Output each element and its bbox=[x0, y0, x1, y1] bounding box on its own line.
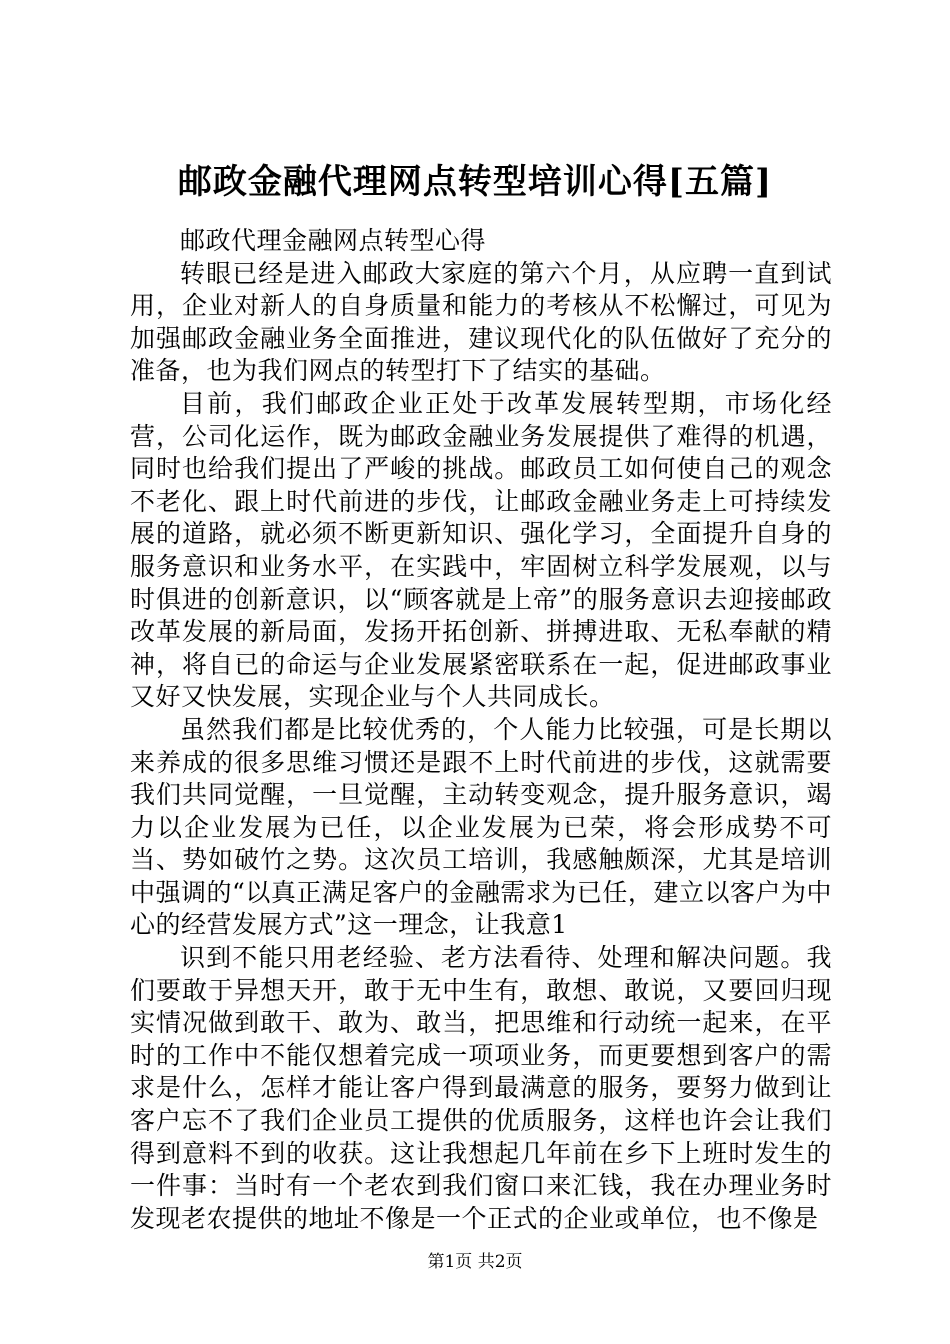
paragraph: 转眼已经是进入邮政大家庭的第六个月，从应聘一直到试用，企业对新人的自身质量和能力的考核从不松懈过，可见为加强邮政金融业务全面推进，建议现代化的队伍做好了充分的准备，也为我们网点的转型打下了结实的基础。 bbox=[130, 258, 832, 386]
paragraph: 虽然我们都是比较优秀的，个人能力比较强，可是长期以来养成的很多思维习惯还是跟不上时代前进的步伐，这就需要我们共同觉醒，一旦觉醒，主动转变观念，提升服务意识，竭力以企业发展为已任，以企业发展为已荣，将会形成势不可当、势如破竹之势。这次员工培训，我感触颇深，尤其是培训中强调的“以真正满足客户的金融需求为已任，建立以客户为中心的经营发展方式”这一理念，让我意1 bbox=[130, 714, 832, 940]
paragraph: 目前，我们邮政企业正处于改革发展转型期，市场化经营，公司化运作，既为邮政金融业务发展提供了难得的机遇，同时也给我们提出了严峻的挑战。邮政员工如何使自己的观念不老化、跟上时代前进的步伐，让邮政金融业务走上可持续发展的道路，就必须不断更新知识、强化学习，全面提升自身的服务意识和业务水平，在实践中，牢固树立科学发展观，以与时俱进的创新意识，以“顾客就是上帝”的服务意识去迎接邮政改革发展的新局面，发扬开拓创新、拼搏进取、无私奉献的精神，将自已的命运与企业发展紧密联系在一起，促进邮政事业又好又快发展，实现企业与个人共同成长。 bbox=[130, 388, 832, 712]
document-title: 邮政金融代理网点转型培训心得[五篇] bbox=[177, 162, 773, 202]
document-body bbox=[130, 225, 832, 1235]
paragraph-subtitle: 邮政代理金融网点转型心得 bbox=[180, 226, 487, 255]
paragraph: 识到不能只用老经验、老方法看待、处理和解决问题。我们要敢于异想天开，敢于无中生有，敢想、敢说，又要回归现实情况做到敢干、敢为、敢当，把思维和行动统一起来，在平时的工作中不能仅想着完成一项项业务，而更要想到客户的需求是什么，怎样才能让客户得到最满意的服务，要努力做到让客户忘不了我们企业员工提供的优质服务，这样也许会让我们得到意料不到的收获。这让我想起几年前在乡下上班时发生的一件事：当时有一个老农到我们窗口来汇钱，我在办理业务时发现老农提供的地址不像是一个正式的企业或单位，也不像是 bbox=[130, 943, 832, 1233]
page-number-footer: 第1页 共2页 bbox=[427, 1252, 523, 1272]
